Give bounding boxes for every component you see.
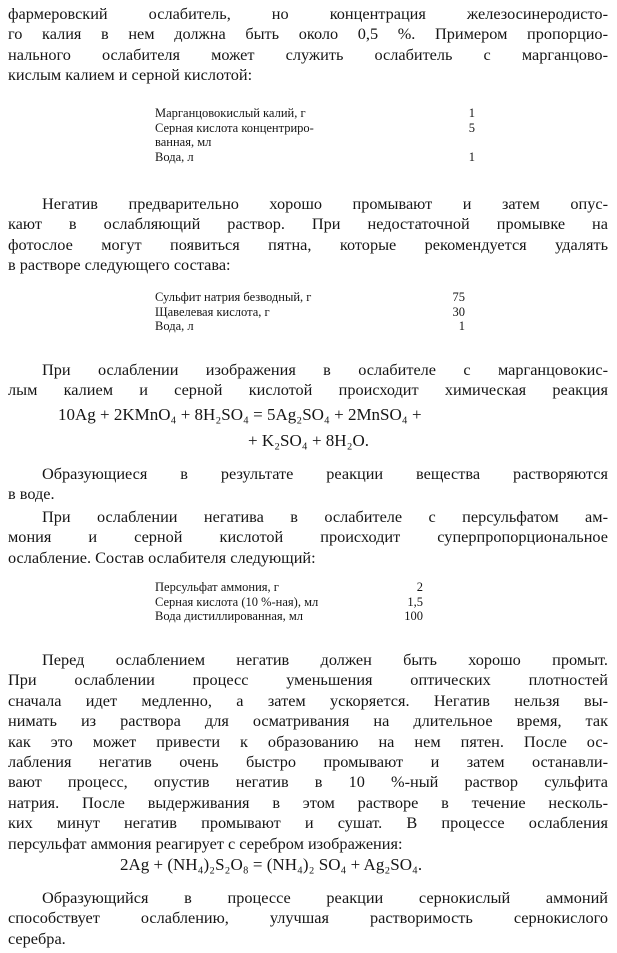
text-line: ослабление. Состав ослабителя следующий: [8, 547, 316, 567]
text-line: кислым калием и серной кислотой: [8, 65, 253, 85]
chemical-equation: 10Ag + 2KMnO₄ + 8H₂SO₄ = 5Ag₂SO₄ + 2MnSO₄ + [58, 405, 422, 424]
text-line: го калия в нем должна быть около 0,5 %. Примером пропорцио- [8, 24, 608, 44]
recipe-row [155, 305, 465, 320]
text-line: При ослаблении процесс уменьшения оптических плотностей [8, 670, 608, 690]
text-line: фотослое могут появиться пятна, которые рекомендуется удалять [8, 234, 608, 254]
recipe-row [155, 106, 475, 121]
text-line: сначала идет медленно, а затем ускоряется. Негатив нельзя вы- [8, 690, 608, 710]
text-line: как это может привести к образованию на нем пятен. После ос- [8, 731, 608, 751]
text-line: При ослаблении негатива в ослабителе с персульфатом ам- [42, 507, 608, 526]
paragraph [8, 650, 608, 854]
recipe-row [155, 595, 423, 610]
text-line: в воде. [8, 484, 55, 504]
text-line: Образующийся в процессе реакции сернокислый аммоний [42, 888, 608, 907]
text-line: персульфат аммония реагирует с серебром изображения: [8, 833, 403, 853]
paragraph [8, 507, 608, 568]
ingredient-name: Марганцовокислый калий, г [155, 106, 306, 120]
recipe-row [155, 150, 475, 165]
recipe-row [155, 290, 465, 305]
ingredient-amount: 5 [468, 120, 475, 135]
ingredient-name: Сульфит натрия безводный, г [155, 290, 312, 304]
ingredient-amount: 1 [468, 149, 475, 164]
text-line: При ослаблении изображения в ослабителе с марганцовокис- [42, 360, 608, 379]
text-line: Негатив предварительно хорошо промывают и затем опус- [42, 194, 608, 213]
ingredient-name: Вода, л [155, 319, 194, 333]
paragraph [8, 464, 608, 505]
recipe-row [155, 609, 423, 624]
text-line: Образующиеся в результате реакции вещества растворяются [42, 464, 608, 483]
text-line: лым калием и серной кислотой происходит химическая реакция [8, 380, 608, 400]
ingredient-name: Серная кислота концентриро- [155, 120, 314, 135]
ingredient-amount: 2 [416, 580, 423, 594]
ingredient-amount: 75 [452, 290, 465, 304]
paragraph [8, 4, 608, 86]
recipe-table [155, 106, 475, 164]
text-line: вают процесс, опустив негатив в 10 %-ный раствор сульфита [8, 772, 608, 792]
recipe-table [155, 580, 423, 624]
text-line: кают в ослабляющий раствор. При недостаточной промывке на [8, 214, 608, 234]
recipe-row [155, 319, 465, 334]
text-line: натрия. После выдерживания в этом растворе в течение несколь- [8, 792, 608, 812]
text-line: ких минут негатив промывают и сушат. В процессе ослабления [8, 813, 608, 833]
paragraph [8, 888, 608, 949]
text-line: в растворе следующего состава: [8, 255, 231, 275]
ingredient-name: Щавелевая кислота, г [155, 304, 270, 319]
ingredient-amount: 1 [468, 106, 475, 120]
chemical-equation: + K₂SO₄ + 8H₂O. [248, 431, 370, 450]
ingredient-amount: 30 [452, 304, 465, 319]
ingredient-name: Вода дистиллированная, мл [155, 609, 304, 623]
paragraph [8, 360, 608, 401]
ingredient-name: Серная кислота (10 %-ная), мл [155, 594, 319, 609]
text-line: нимать из раствора для осматривания на длительное время, так [8, 711, 608, 731]
text-line: способствует ослаблению, улучшая растворимость сернокислого [8, 908, 608, 928]
ingredient-amount: 1,5 [407, 594, 423, 609]
ingredient-amount: 100 [404, 609, 423, 623]
text-line: нального ослабителя может служить ослабитель с марганцово- [8, 44, 608, 64]
text-line: Перед ослаблением негатив должен быть хорошо промыт. [42, 650, 608, 669]
ingredient-name: Вода, л [155, 149, 194, 164]
recipe-table [155, 290, 465, 334]
paragraph [8, 194, 608, 276]
ingredient-name: ванная, мл [155, 135, 212, 149]
ingredient-name: Персульфат аммония, г [155, 580, 279, 594]
recipe-row [155, 135, 475, 150]
chemical-equation: 2Ag + (NH₄)₂S₂O₈ = (NH₄)₂ SO₄ + Ag₂SO₄. [120, 855, 423, 874]
recipe-row [155, 121, 475, 136]
text-line: фармеровский ослабитель, но концентрация железосинеродисто- [8, 4, 608, 23]
text-line: мония и серной кислотой происходит суперпропорциональное [8, 527, 608, 547]
text-line: серебра. [8, 928, 66, 948]
ingredient-amount [393, 135, 475, 150]
ingredient-amount: 1 [458, 319, 465, 333]
text-line: лабления негатив очень быстро промывают и затем останавли- [8, 752, 608, 772]
recipe-row [155, 580, 423, 595]
